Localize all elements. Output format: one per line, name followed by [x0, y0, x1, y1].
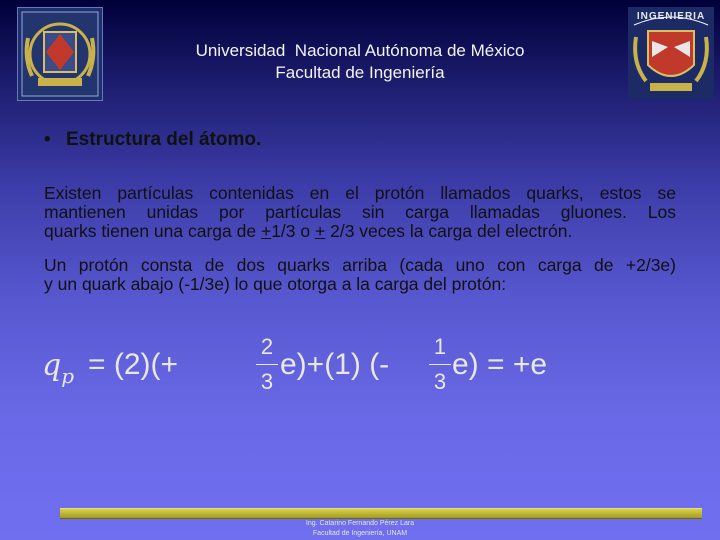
equation-part2: e)+(1) (-	[280, 348, 398, 381]
faculty-name: Facultad de Ingeniería	[275, 63, 445, 82]
unam-crest-logo	[17, 7, 103, 101]
fraction1-bar	[256, 364, 278, 365]
paragraph-quarks	[44, 184, 676, 241]
paragraph2-line1: Un protón consta de dos quarks arriba (cada uno con carga de +2/3e)	[44, 255, 676, 275]
unam-crest-icon	[18, 8, 102, 100]
footer-bar	[60, 508, 702, 519]
proton-charge-equation	[42, 332, 562, 402]
equation-part3: e) = +e	[452, 348, 548, 381]
bullet-icon: •	[44, 129, 51, 150]
slide-header	[110, 40, 610, 84]
fraction2-denominator: 3	[433, 369, 447, 394]
fraction2-bar	[429, 364, 451, 365]
fraction-two-thirds	[256, 332, 278, 397]
equation-q: $q_p$	[42, 348, 75, 388]
fraction1-denominator: 3	[260, 369, 274, 394]
university-name: Universidad Nacional Autónoma de México	[195, 41, 525, 60]
equation-part1: = (2)(+	[88, 348, 187, 381]
paragraph1-line3	[44, 222, 676, 241]
section-title: Estructura del átomo.	[66, 129, 262, 150]
paragraph1-line3-c: 2/3 veces la carga del electrón.	[325, 221, 573, 241]
footer-institution: Facultad de Ingeniería, UNAM	[312, 530, 408, 537]
paragraph1-line3-a: quarks tienen una carga de	[44, 221, 261, 241]
footer	[240, 519, 480, 539]
paragraph1-line3-b: 1/3 o	[271, 221, 315, 241]
footer-author: Ing. Catarino Fernando Pérez Lara	[305, 520, 415, 527]
paragraph1-line2: mantienen unidas por partículas sin carga llamadas gluones. Los	[44, 202, 676, 222]
plus-minus-2: +	[315, 221, 326, 241]
fraction2-numerator: 1	[433, 334, 447, 359]
fraction1-numerator: 2	[260, 334, 274, 359]
section-heading	[44, 129, 261, 151]
plus-minus-1: +	[260, 221, 272, 241]
fraction-one-third	[429, 332, 451, 397]
paragraph-proton	[44, 256, 676, 294]
paragraph1-line1: Existen partículas contenidas en el protón llamados quarks, estos se	[44, 183, 676, 203]
equation-subscript: p	[61, 364, 75, 388]
ingenieria-logo-text: INGENIERIA	[636, 11, 706, 22]
ingenieria-crest-logo	[628, 7, 714, 99]
paragraph2-line2: y un quark abajo (-1/3e) lo que otorga a la carga del protón:	[44, 274, 507, 294]
